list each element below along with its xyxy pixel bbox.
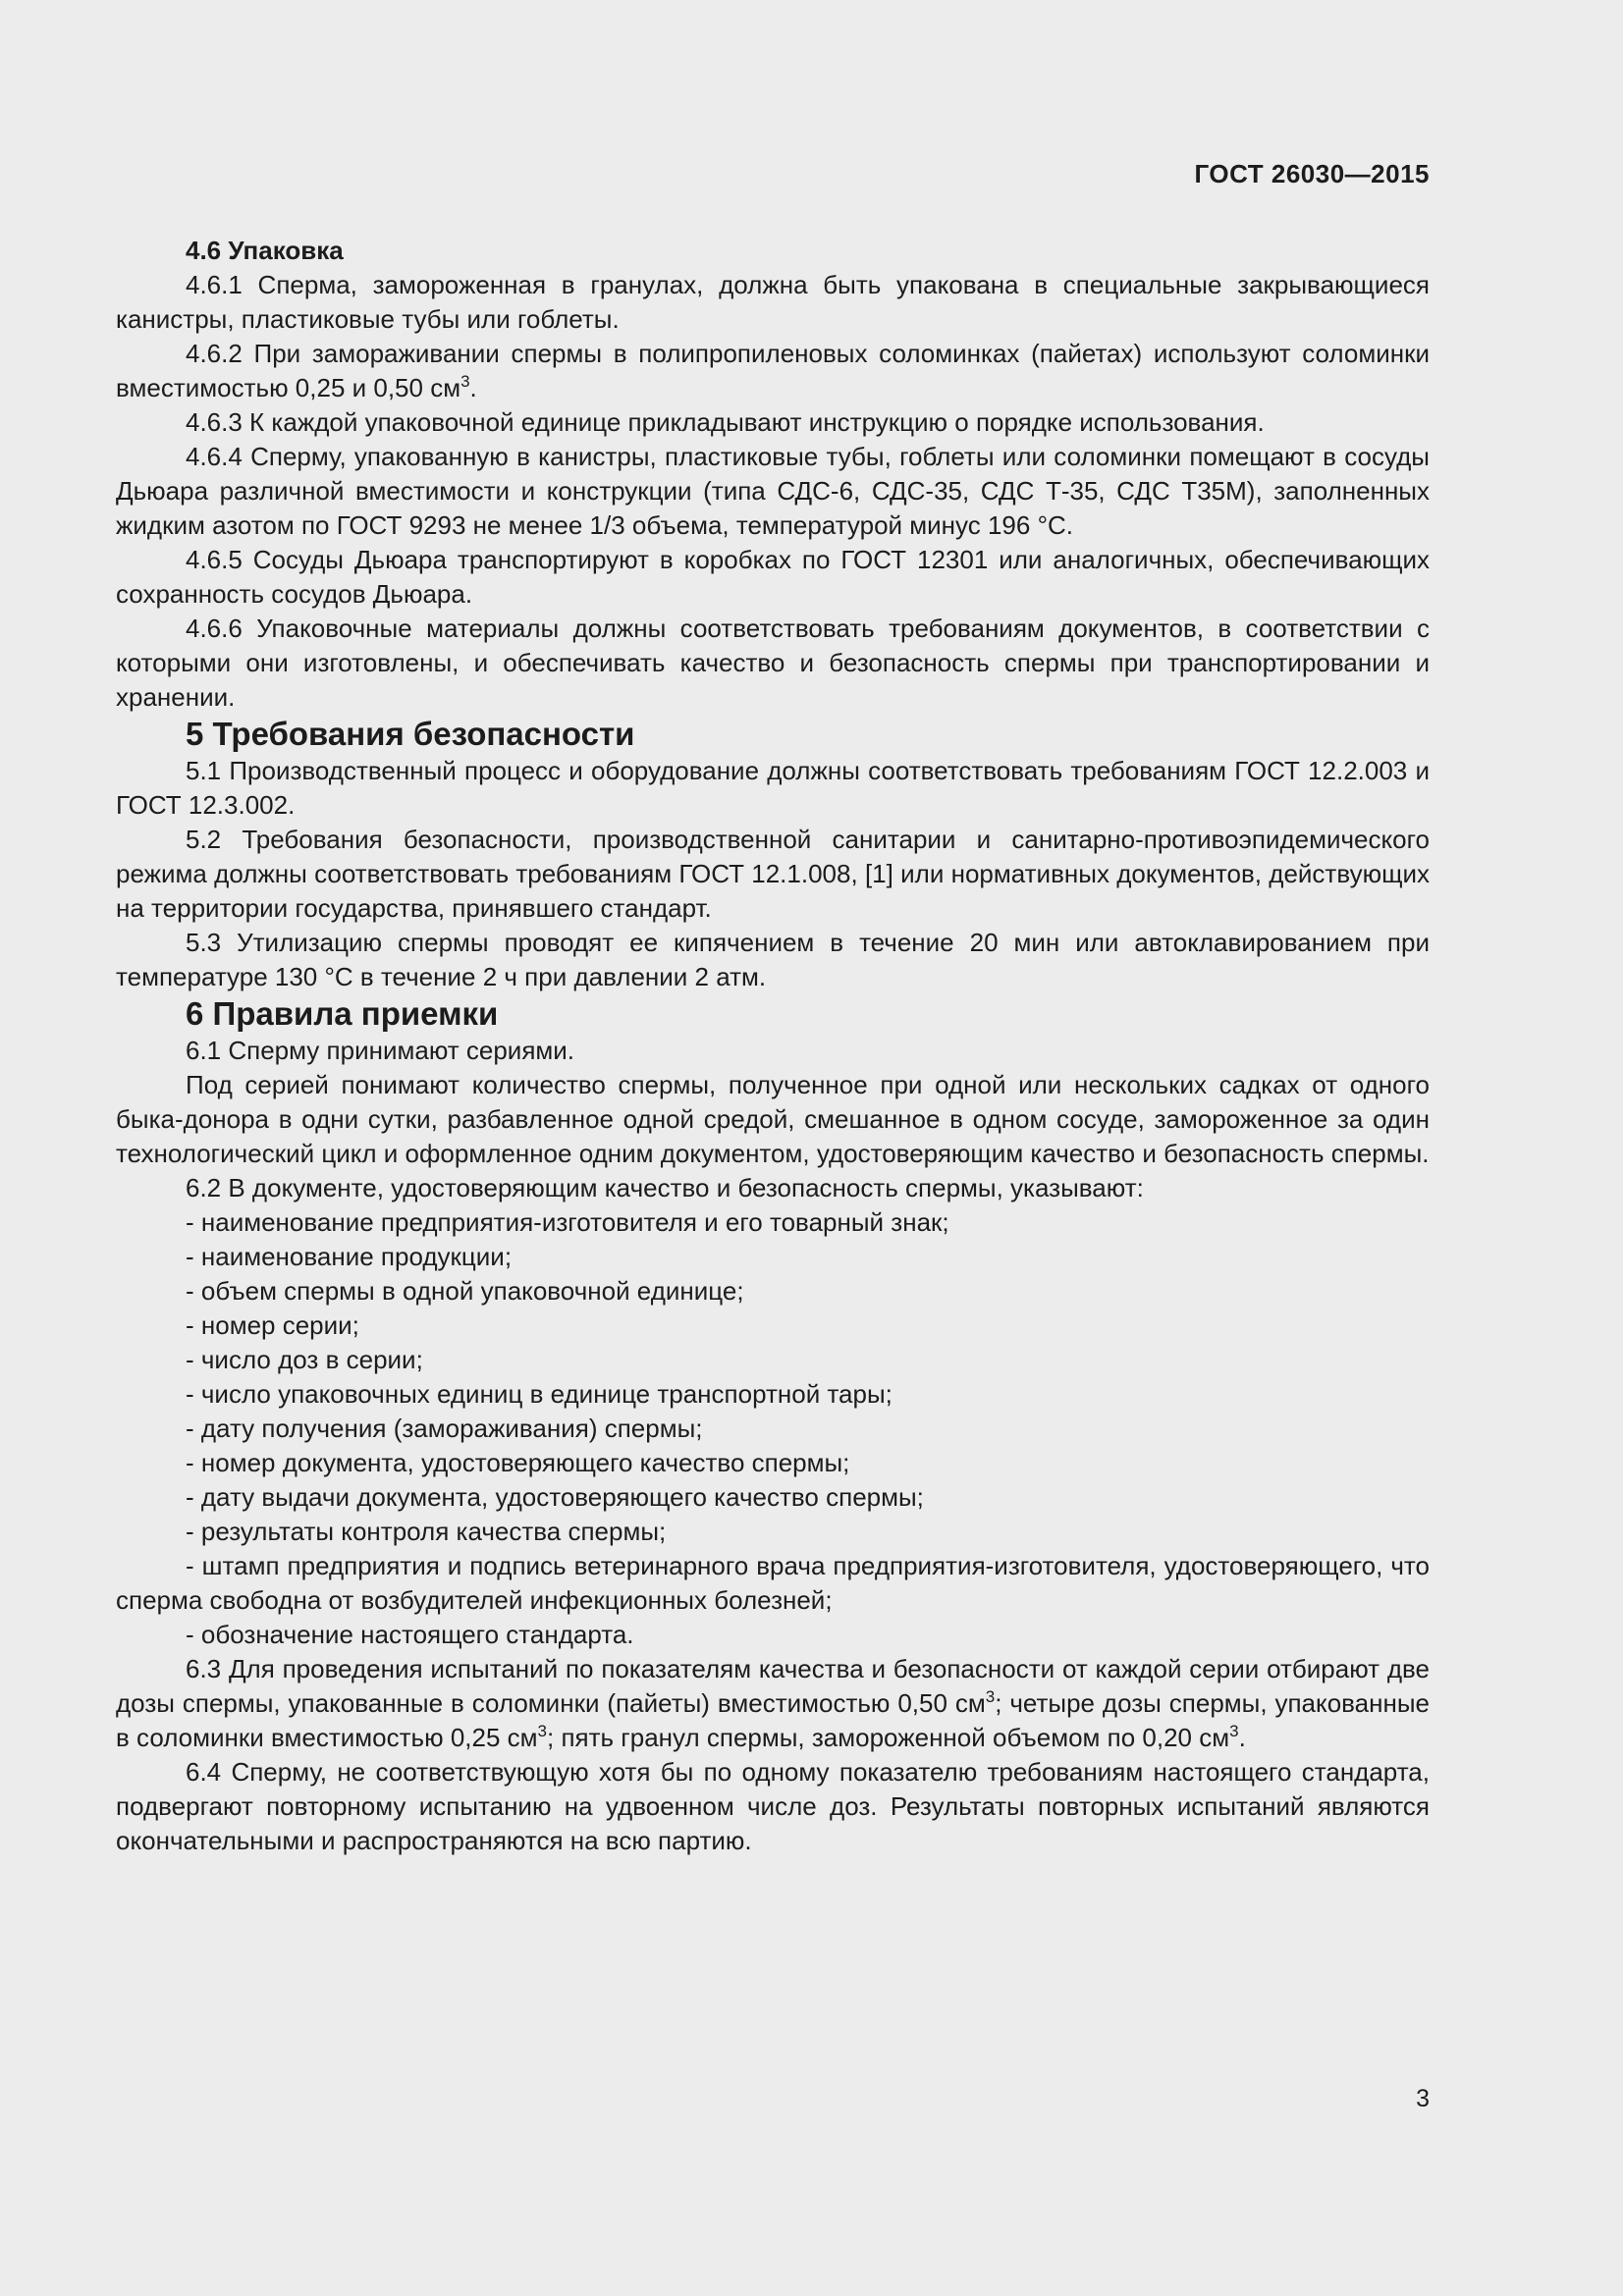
paragraph-text: ; четыре дозы спермы, упакованные в соломинки вместимостью 0,25 см [116,1688,1430,1752]
list-item: - обозначение настоящего стандарта. [186,1620,634,1649]
page-number: 3 [1416,2085,1430,2112]
list-item: - штамп предприятия и подпись ветеринарного врача предприятия-изготовителя, удостоверяющего, что сперма свободна от возбудителей инфекционных болезней; [116,1551,1430,1615]
paragraph-4-6-4: 4.6.4 Сперму, упакованную в канистры, пластиковые тубы, гоблеты или соломинки помещают в сосуды Дьюара различной вместимости и конструкции (типа СДС-6, СДС-35, СДС Т-35, СДС Т35М), заполненных жидким азотом по ГОСТ 9293 не менее 1/3 объема, температурой минус 196 °С. [116,442,1430,540]
list-item: - наименование продукции; [186,1242,513,1271]
list-item: - дату получения (замораживания) спермы; [186,1414,703,1443]
paragraph-6-3 [116,1652,1430,1755]
document-requirements-list [116,1205,1430,1652]
paragraph-4-6-5: 4.6.5 Сосуды Дьюара транспортируют в коробках по ГОСТ 12301 или аналогичных, обеспечивающих сохранность сосудов Дьюара. [116,545,1430,609]
paragraph-5-3: 5.3 Утилизацию спермы проводят ее кипячением в течение 20 мин или автоклавированием при температуре 130 °С в течение 2 ч при давлении 2 атм. [116,928,1430,991]
superscript: 3 [985,1687,996,1706]
paragraph-4-6-3: 4.6.3 К каждой упаковочной единице прикладывают инструкцию о порядке использования. [186,407,1265,437]
list-item: - число упаковочных единиц в единице транспортной тары; [186,1379,893,1409]
superscript: 3 [460,372,470,391]
paragraph-text: ; пять гранул спермы, замороженной объемом по 0,20 см [547,1723,1230,1752]
paragraph-text: 6.3 Для проведения испытаний по показателям качества и безопасности от каждой серии отбирают две дозы спермы, упакованные в соломинки (пайеты) вместимостью 0,50 см [116,1654,1430,1718]
paragraph-5-2: 5.2 Требования безопасности, производственной санитарии и санитарно-противоэпидемического режима должны соответствовать требованиям ГОСТ 12.1.008, [1] или нормативных документов, действующих на территории государства, принявшего стандарт. [116,825,1430,923]
list-item: - дату выдачи документа, удостоверяющего качество спермы; [186,1482,924,1512]
paragraph-6-1: 6.1 Сперму принимают сериями. [186,1036,575,1065]
paragraph-4-6-2 [116,337,1430,405]
section-heading-5: 5 Требования безопасности [186,716,635,752]
list-item: - номер документа, удостоверяющего качество спермы; [186,1448,850,1477]
list-item: - результаты контроля качества спермы; [186,1517,667,1546]
paragraph-text: 4.6.2 При замораживании спермы в полипропиленовых соломинках (пайетах) используют соломинки вместимостью 0,25 и 0,50 см [116,339,1430,402]
superscript: 3 [1229,1722,1239,1740]
list-item: - объем спермы в одной упаковочной единице; [186,1276,744,1306]
list-item: - номер серии; [186,1310,359,1340]
punctuation: . [469,373,477,402]
section-heading-6: 6 Правила приемки [186,995,499,1032]
document-body [116,234,1430,1858]
paragraph-6-2: 6.2 В документе, удостоверяющим качество и безопасность спермы, указывают: [186,1173,1144,1202]
subsection-heading-4-6: 4.6 Упаковка [186,236,344,265]
list-item: - число доз в серии; [186,1345,423,1374]
paragraph-6-4: 6.4 Сперму, не соответствующую хотя бы по одному показателю требованиям настоящего стандарта, подвергают повторному испытанию на удвоенном числе доз. Результаты повторных испытаний являются окончательными и распространяются на всю партию. [116,1757,1430,1855]
paragraph-6-1-definition: Под серией понимают количество спермы, полученное при одной или нескольких садках от одного быка-донора в одни сутки, разбавленное одной средой, смешанное в одном сосуде, замороженное за один технологический цикл и оформленное одним документом, удостоверяющим качество и безопасность спермы. [116,1070,1430,1168]
paragraph-5-1: 5.1 Производственный процесс и оборудование должны соответствовать требованиям ГОСТ 12.2.003 и ГОСТ 12.3.002. [116,756,1430,820]
list-item: - наименование предприятия-изготовителя и его товарный знак; [186,1207,949,1237]
document-code: ГОСТ 26030—2015 [1194,159,1430,188]
superscript: 3 [537,1722,547,1740]
punctuation: . [1238,1723,1246,1752]
paragraph-4-6-6: 4.6.6 Упаковочные материалы должны соответствовать требованиям документов, в соответствии с которыми они изготовлены, и обеспечивать качество и безопасность спермы при транспортировании и хранении. [116,614,1430,712]
paragraph-4-6-1: 4.6.1 Сперма, замороженная в гранулах, должна быть упакована в специальные закрывающиеся канистры, пластиковые тубы или гоблеты. [116,270,1430,334]
